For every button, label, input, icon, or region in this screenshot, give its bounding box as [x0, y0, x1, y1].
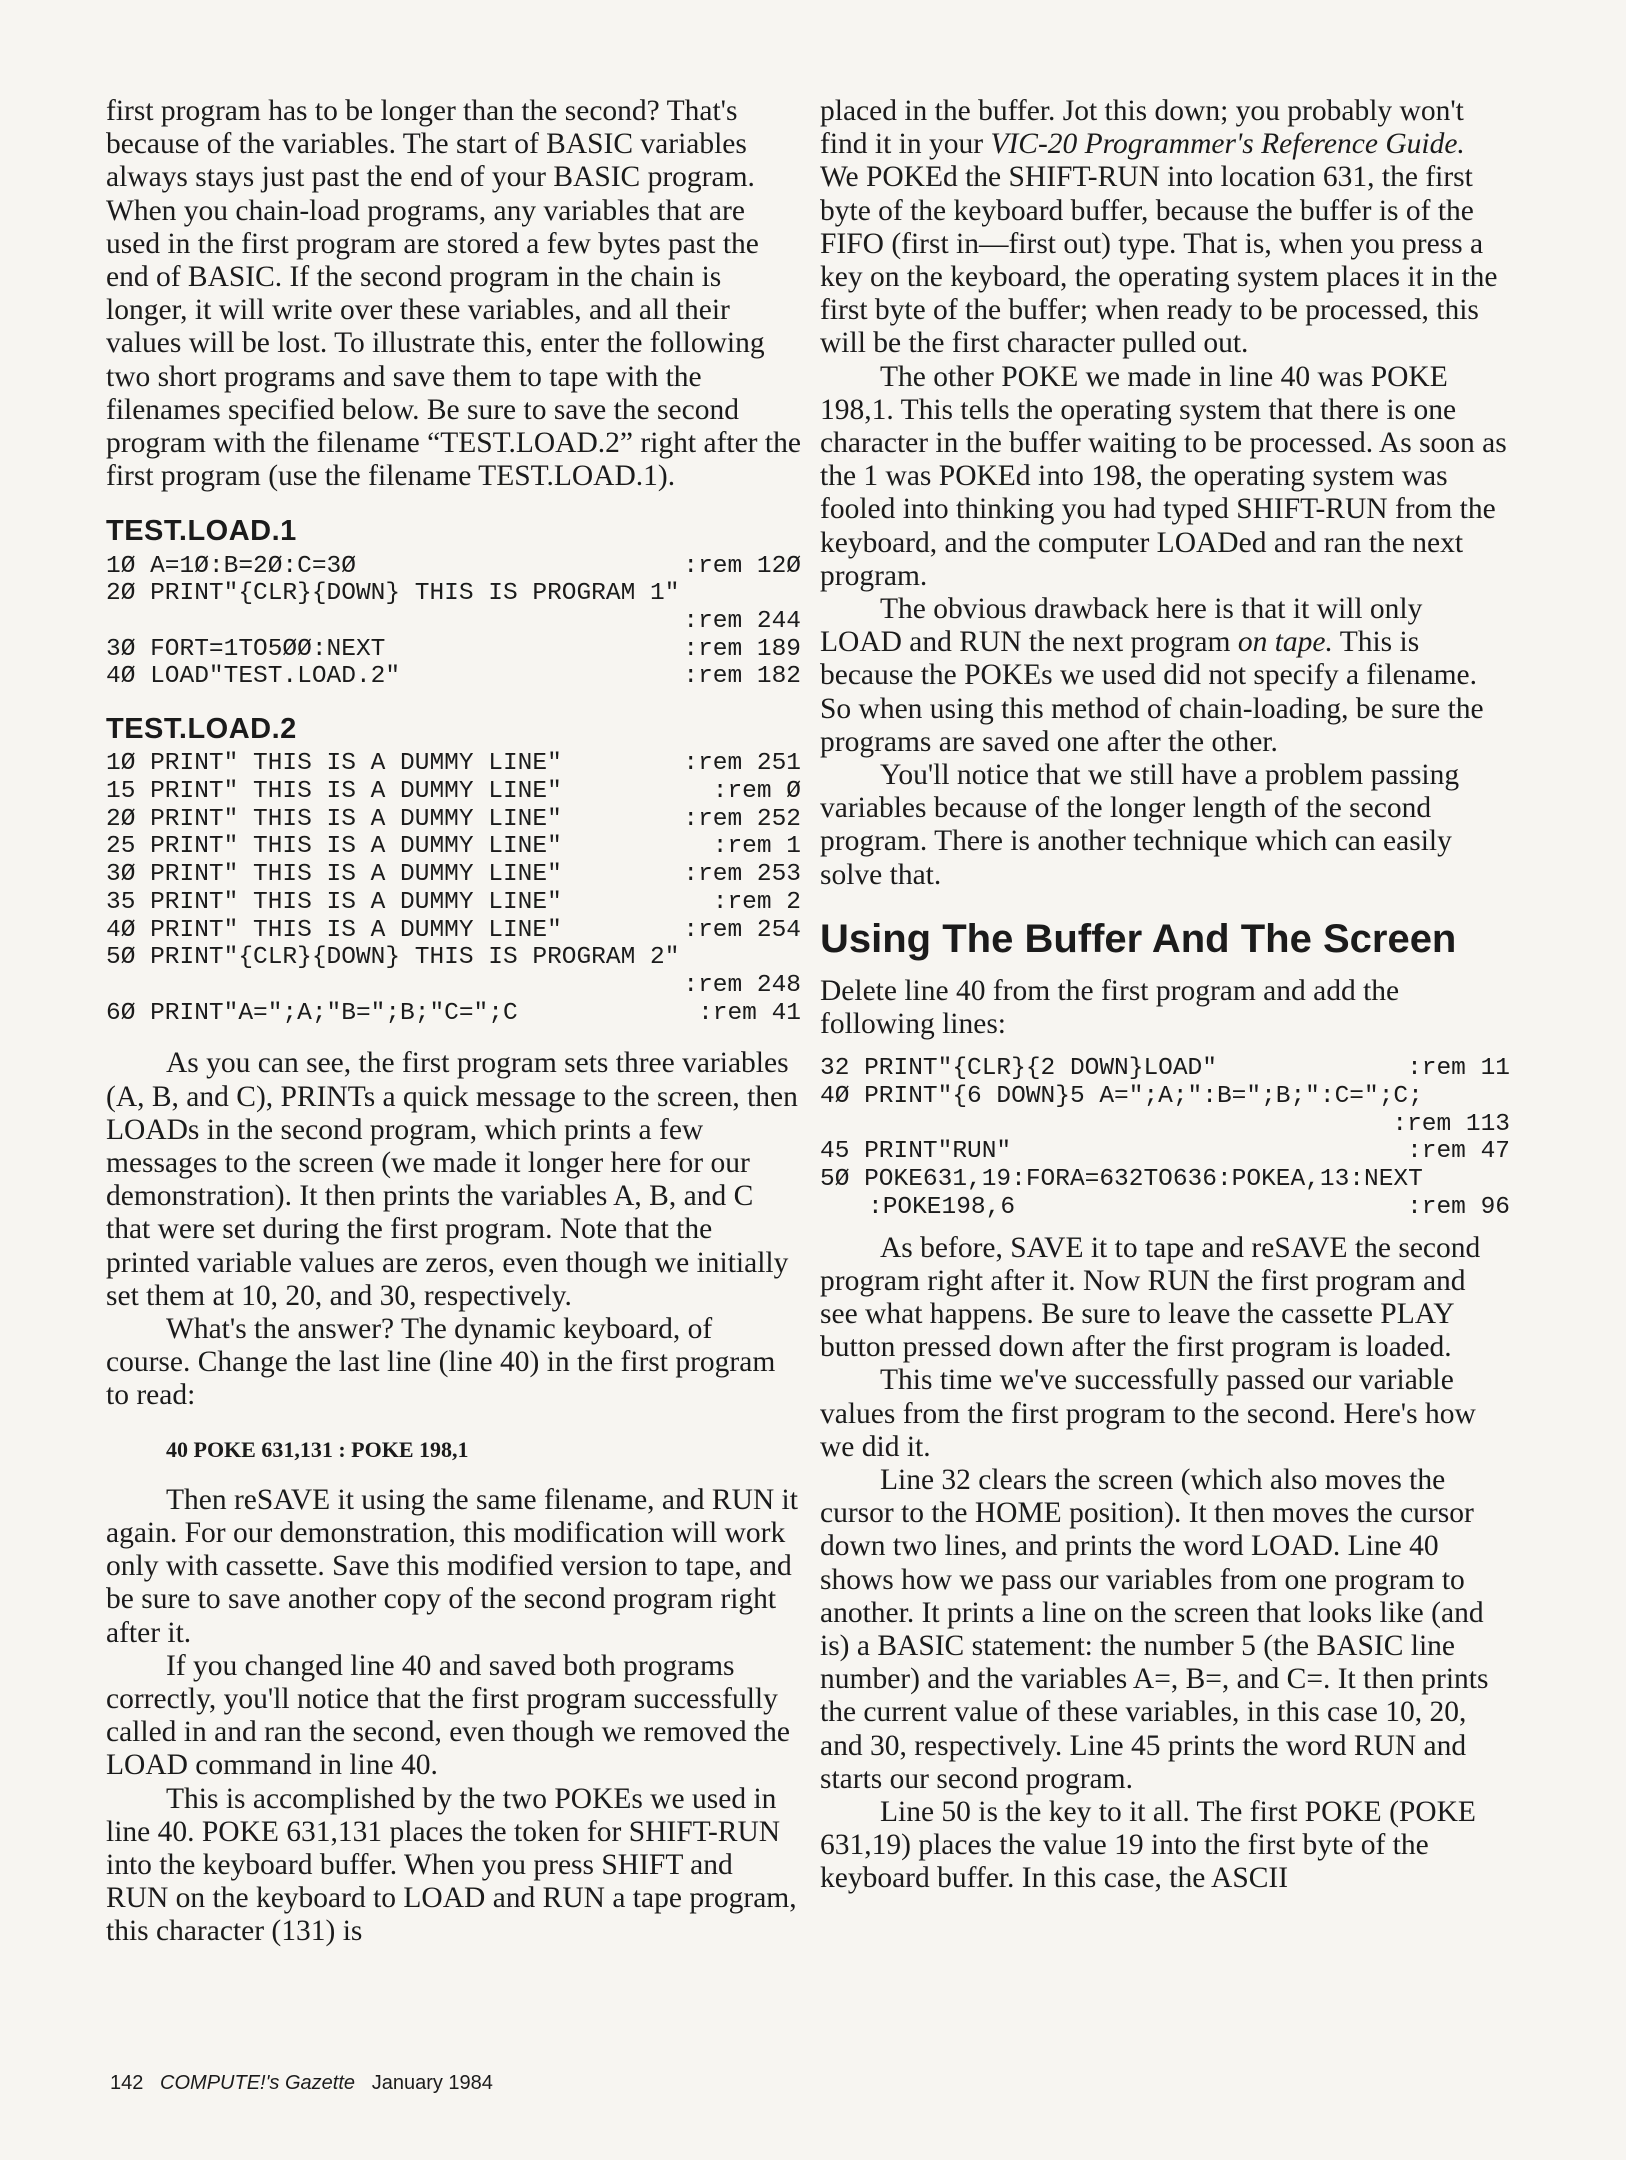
paragraph: Then reSAVE it using the same filename, and RUN it again. For our demonstration, this modification will work only with cassette. Save this modified version to tape, and be sure to save another copy of the second program right after it. [106, 1483, 798, 1649]
code-rem: :rem 113 [1392, 1110, 1510, 1138]
right-column [820, 95, 1510, 1896]
code-line [106, 972, 801, 1000]
code-line [106, 861, 801, 889]
code-rem: :rem 244 [683, 608, 801, 636]
page-number: 142 [110, 2072, 144, 2094]
paragraph: Delete line 40 from the first program and add the following lines: [820, 974, 1400, 1041]
text-run: We POKEd the SHIFT-RUN into location 631, the first byte of the keyboard buffer, because the buffer is of the FIFO (first in—first out) type. That is, when you press a key on the keyboard, the operating system places it in the first byte of the buffer; when ready to be processed, this will be the first character pulled out. [820, 161, 1498, 360]
code-rem: :rem 252 [683, 805, 801, 833]
code-listing [106, 553, 801, 692]
listing-title: TEST.LOAD.1 [106, 515, 297, 548]
code-rem: :rem 182 [683, 663, 801, 691]
code-rem: :rem 251 [683, 750, 801, 778]
issue-date: January 1984 [371, 2072, 493, 2094]
code-line [820, 1166, 1510, 1194]
code-line [820, 1194, 1510, 1222]
text-run: The obvious drawback here is that it will only LOAD and RUN the next program [820, 593, 1423, 659]
code-line [820, 1083, 1510, 1111]
code-rem: :rem 11 [1407, 1055, 1510, 1083]
paragraph: You'll notice that we still have a problem passing variables because of the longer length of the second program. There is another technique which can easily solve that. [820, 759, 1460, 891]
code-source: :POKE198,6 [868, 1193, 1016, 1221]
paragraph: first program has to be longer than the second? That's because of the variables. The start of BASIC variables always stays just past the end of your BASIC program. When you chain-load programs, any variables that are used in the first program are stored a few bytes past the end of BASIC. If the second program in the chain is longer, it will write over these variables, and all their values will be lost. To illustrate this, enter the following two short programs and save them to tape with the filenames specified below. Be sure to save the second program with the filename “TEST.LOAD.2” right after the first program (use the filename TEST.LOAD.1). [106, 95, 801, 493]
code-source: 1Ø PRINT" THIS IS A DUMMY LINE" [106, 750, 562, 778]
code-line [820, 1055, 1510, 1083]
paragraph: Line 32 clears the screen (which also moves the cursor to the HOME position). It then moves the cursor down two lines, and prints the word LOAD. Line 40 shows how we pass our variables from one program to another. It prints a line on the screen that looks like (and is) a BASIC statement: the number 5 (the BASIC line number) and the variables A=, B=, and C=. It then prints the current value of these variables, in this case 10, 20, and 30, respectively. Line 45 prints the word RUN and starts our second program. [820, 1463, 1489, 1795]
code-source: 4Ø LOAD"TEST.LOAD.2" [106, 663, 401, 691]
paragraph [820, 95, 1510, 361]
code-source: 3Ø PRINT" THIS IS A DUMMY LINE" [106, 861, 562, 889]
paragraph: As you can see, the first program sets three variables (A, B, and C), PRINTs a quick message to the screen, then LOADs in the second program, which prints a few messages to the screen (we made it longer here for our demonstration). It then prints the variables A, B, and C that were set during the first program. Note that the printed variable values are zeros, even though we initially set them at 10, 20, and 30, respectively. [106, 1047, 798, 1312]
left-column [106, 95, 801, 1949]
emphasis: on tape. [1237, 626, 1333, 659]
paragraph: Line 50 is the key to it all. The first POKE (POKE 631,19) places the value 19 into the first byte of the keyboard buffer. In this case, the ASCII [820, 1795, 1476, 1895]
code-rem: :rem 253 [683, 861, 801, 889]
code-rem: :rem 2 [712, 888, 801, 916]
code-source: 6Ø PRINT"A=";A;"B=";B;"C=";C [106, 999, 518, 1027]
magazine-name: COMPUTE!'s Gazette [160, 2072, 356, 2094]
code-source: 45 PRINT"RUN" [820, 1138, 1012, 1166]
paragraph: As before, SAVE it to tape and reSAVE the second program right after it. Now RUN the first program and see what happens. Be sure to leave the cassette PLAY button pressed down after the first program is loaded. [820, 1231, 1481, 1364]
paragraph: This is accomplished by the two POKEs we used in line 40. POKE 631,131 places the token for SHIFT-RUN into the keyboard buffer. When you press SHIFT and RUN on the keyboard to LOAD and RUN a tape program, this character (131) is [106, 1782, 797, 1948]
code-source: 5Ø PRINT"{CLR}{DOWN} THIS IS PROGRAM 2" [106, 944, 680, 972]
listing-title: TEST.LOAD.2 [106, 713, 297, 746]
code-source: 32 PRINT"{CLR}{2 DOWN}LOAD" [820, 1055, 1217, 1083]
code-rem: :rem 1 [712, 833, 801, 861]
code-line [820, 1111, 1510, 1139]
code-line [820, 1138, 1510, 1166]
code-line [106, 944, 801, 972]
code-rem: :rem 96 [1407, 1193, 1510, 1221]
code-rem: :rem 12Ø [683, 552, 801, 580]
book-title: VIC-20 Programmer's Reference Guide. [990, 128, 1465, 161]
code-line [106, 663, 801, 691]
code-line [106, 917, 801, 945]
code-source: 5Ø POKE631,19:FORA=632TO636:POKEA,13:NEXT [820, 1166, 1423, 1194]
code-line [106, 636, 801, 664]
code-rem: :rem 248 [683, 971, 801, 999]
code-source: 35 PRINT" THIS IS A DUMMY LINE" [106, 888, 562, 916]
text-run: This is because the POKEs we used did not specify a filename. So when using this method of chain-loading, be sure the programs are saved one after the other. [820, 626, 1484, 758]
code-source: 2Ø PRINT"{CLR}{DOWN} THIS IS PROGRAM 1" [106, 580, 680, 608]
code-line [106, 889, 801, 917]
code-rem: :rem 41 [698, 999, 801, 1027]
code-source: 25 PRINT" THIS IS A DUMMY LINE" [106, 833, 562, 861]
code-listing [106, 750, 801, 1027]
section-heading: Using The Buffer And The Screen [820, 916, 1457, 961]
code-source: 2Ø PRINT" THIS IS A DUMMY LINE" [106, 805, 562, 833]
code-source: 15 PRINT" THIS IS A DUMMY LINE" [106, 778, 562, 806]
paragraph: If you changed line 40 and saved both programs correctly, you'll notice that the first program successfully called in and ran the second, even though we removed the LOAD command in line 40. [106, 1649, 790, 1782]
code-line [106, 778, 801, 806]
paragraph [820, 593, 1510, 759]
code-rem: :rem 47 [1407, 1138, 1510, 1166]
code-line [106, 580, 801, 608]
code-line [106, 833, 801, 861]
code-inline: 40 POKE 631,131 : POKE 198,1 [166, 1436, 469, 1462]
code-rem: :rem 189 [683, 635, 801, 663]
code-line [106, 553, 801, 581]
code-rem: :rem Ø [712, 778, 801, 806]
code-line [106, 750, 801, 778]
code-source: 4Ø PRINT"{6 DOWN}5 A=";A;":B=";B;":C=";C; [820, 1082, 1423, 1110]
code-source: 4Ø PRINT" THIS IS A DUMMY LINE" [106, 916, 562, 944]
page-footer [110, 2072, 493, 2095]
code-line [106, 608, 801, 636]
code-rem: :rem 254 [683, 916, 801, 944]
paragraph: What's the answer? The dynamic keyboard, of course. Change the last line (line 40) in the first program to read: [106, 1313, 776, 1412]
code-listing [820, 1055, 1510, 1221]
code-line [106, 806, 801, 834]
paragraph: This time we've successfully passed our variable values from the first program to the second. Here's how we did it. [820, 1364, 1476, 1463]
code-source: 1Ø A=1Ø:B=2Ø:C=3Ø [106, 552, 356, 580]
text-run: placed in the buffer. Jot this down; you probably won't find it in your [820, 95, 1464, 161]
code-source: 3Ø FORT=1TO5ØØ:NEXT [106, 635, 386, 663]
code-line [106, 1000, 801, 1028]
paragraph: The other POKE we made in line 40 was POKE 198,1. This tells the operating system that there is one character in the buffer waiting to be processed. As soon as the 1 was POKEd into 198, the operating system was fooled into thinking you had typed SHIFT-RUN from the keyboard, and the computer LOADed and ran the next program. [820, 360, 1507, 592]
